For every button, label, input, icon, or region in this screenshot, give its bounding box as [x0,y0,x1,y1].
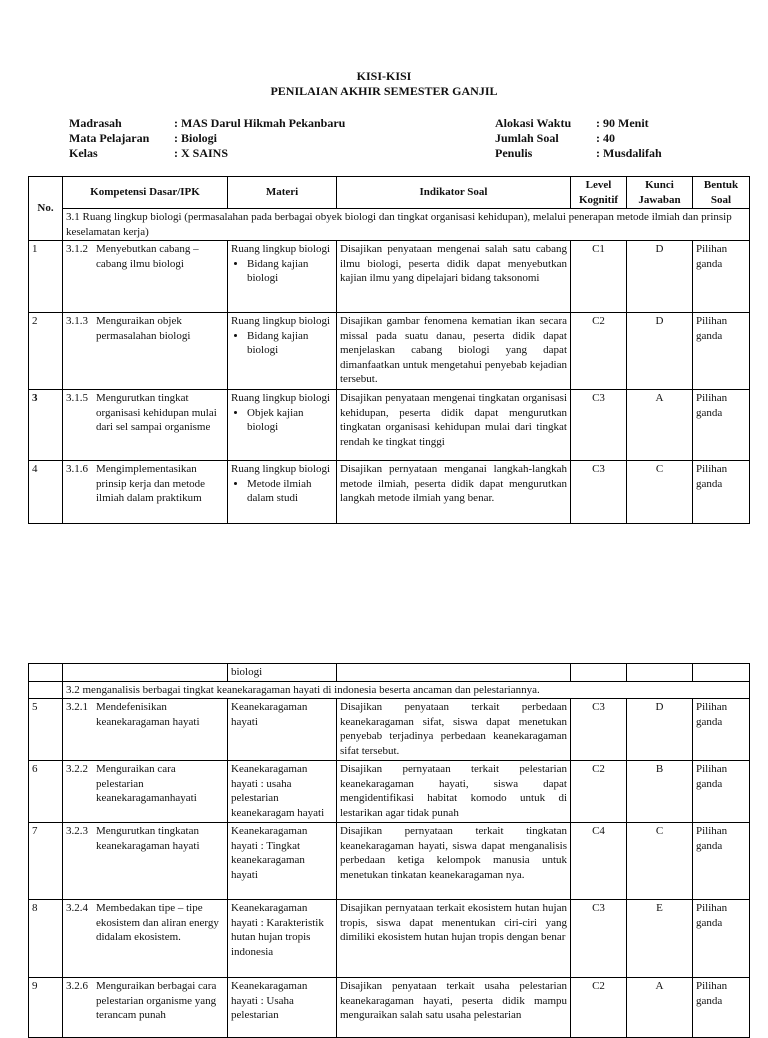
table-row [29,241,750,313]
doc-title: KISI-KISI [356,69,412,83]
header-no: No. [29,177,63,241]
row-level: C2 [571,978,627,1038]
meta-right-labels [495,116,571,161]
materi-text: Ruang lingkup biologi [231,243,330,255]
row-level: C3 [571,699,627,761]
meta-value: : X SAINS [174,146,229,160]
ipk-code: 3.1.3 [66,315,88,327]
row-materi [228,461,337,524]
row-no: 2 [29,313,63,390]
row-kd [63,241,228,313]
row-kd [63,461,228,524]
header-indikator: Indikator Soal [337,177,571,209]
ipk-text: Mengimplementasikan prinsip kerja dan metode ilmiah dalam praktikum [96,463,206,504]
row-indikator: Disajikan pernyataan terkait pelestarian keanekaragaman hayati, siswa dapat mengidentifikasi habitat komodo untuk di lestarikan agar tidak punah [337,761,571,823]
continuation-row [29,664,750,682]
ipk-text: Menyebutkan cabang – cabang ilmu biologi [96,243,199,270]
ipk-text: Membedakan tipe – tipe ekosistem dan aliran energy didalam ekosistem. [96,902,219,943]
ipk-text: Mendefenisikan keanekaragaman hayati [96,701,200,728]
table-row [29,390,750,461]
row-bentuk: Pilihan ganda [693,390,750,461]
row-kd [63,823,228,900]
row-kd [63,978,228,1038]
row-level: C4 [571,823,627,900]
row-materi: Keanekaragaman hayati : usaha pelestarian keanekaragam hayati [228,761,337,823]
row-kunci: D [627,699,693,761]
header-kunci: Kunci Jawaban [627,177,693,209]
row-kunci: C [627,823,693,900]
row-bentuk: Pilihan ganda [693,699,750,761]
row-no: 1 [29,241,63,313]
row-kunci: C [627,461,693,524]
row-bentuk: Pilihan ganda [693,900,750,978]
meta-label: Jumlah Soal [495,131,559,145]
meta-value: : Biologi [174,131,218,145]
row-kunci: A [627,390,693,461]
row-bentuk: Pilihan ganda [693,241,750,313]
row-materi: Keanekaragaman hayati : Usaha pelestarian [228,978,337,1038]
materi-bullet: • Bidang kajian biologi [247,257,333,286]
header-bentuk: Bentuk Soal [693,177,750,209]
row-level: C3 [571,390,627,461]
ipk-text: Menguraikan cara pelestarian keanekaragamanhayati [96,763,197,804]
table-row [29,313,750,390]
meta-right-values [596,116,662,161]
row-no: 6 [29,761,63,823]
row-bentuk: Pilihan ganda [693,761,750,823]
ipk-code: 3.1.6 [66,463,88,475]
materi-text: Ruang lingkup biologi [231,463,330,475]
kd-section-row: 3.2 menganalisis berbagai tingkat keanekaragaman hayati di indonesia beserta ancaman dan pelestariannya. [63,681,750,699]
row-kunci: E [627,900,693,978]
row-materi: Keanekaragaman hayati : Tingkat keanekaragaman hayati [228,823,337,900]
row-indikator: Disajikan penyataan mengenai tingkatan organisasi kehidupan, peserta didik dapat mengurutkan tingkatan organisasi kehidupan mulai dari tingkat rendah ke tingkat tinggi [337,390,571,461]
row-bentuk: Pilihan ganda [693,313,750,390]
row-materi [228,390,337,461]
ipk-text: Menguraikan berbagai cara pelestarian organisme yang terancam punah [96,980,217,1021]
meta-label: Kelas [69,146,98,160]
meta-left-values [174,116,345,161]
meta-value: : Musdalifah [596,146,662,160]
meta-value: : 90 Menit [596,116,649,130]
materi-bullet: • Bidang kajian biologi [247,329,333,358]
kd-section-row: 3.1 Ruang lingkup biologi (permasalahan pada berbagai obyek biologi dan tingkat organisasi kehidupan), melalui penerapan metode ilmiah dan prinsip keselamatan kerja) [63,209,750,241]
row-no: 8 [29,900,63,978]
row-materi [228,241,337,313]
row-level: C3 [571,900,627,978]
meta-label: Mata Pelajaran [69,131,150,145]
row-indikator: Disajikan penyataan mengenai salah satu cabang ilmu biologi, peserta didik dapat menyebutkan kajian ilmu yang dipelajari bidang taksonomi [337,241,571,313]
header-kd: Kompetensi Dasar/IPK [63,177,228,209]
table-row [29,461,750,524]
row-indikator: Disajikan pernyataan menganai langkah-langkah metode ilmiah, peserta didik dapat mengurutkan langkah metode ilmiah yang benar. [337,461,571,524]
row-kd [63,313,228,390]
row-level: C2 [571,761,627,823]
ipk-code: 3.2.2 [66,763,88,775]
meta-left-labels [69,116,149,161]
table-row [29,823,750,900]
row-indikator: Disajikan pernyataan terkait ekosistem hutan hujan tropis, siswa dapat menentukan ciri-ciri yang dimiliki ekosistem hutan hujan tropis dengan benar [337,900,571,978]
ipk-text: Mengurutkan tingkatan keanekaragaman hayati [96,825,200,852]
row-indikator: Disajikan pernyataan terkait tingkatan keanekaragaman hayati, siswa dapat menganalisis perbedaan ketiga kelompok manusia untuk menetukan tinkatan keanekaragaman nya. [337,823,571,900]
row-materi: Keanekaragaman hayati [228,699,337,761]
row-materi [228,313,337,390]
row-kunci: A [627,978,693,1038]
row-no: 9 [29,978,63,1038]
meta-label: Penulis [495,146,533,160]
row-no: 3 [29,390,63,461]
header-level: Level Kognitif [571,177,627,209]
ipk-code: 3.1.2 [66,243,88,255]
row-bentuk: Pilihan ganda [693,461,750,524]
materi-text: Ruang lingkup biologi [231,315,330,327]
row-bentuk: Pilihan ganda [693,823,750,900]
ipk-code: 3.2.4 [66,902,88,914]
table-row [29,978,750,1038]
row-kunci: B [627,761,693,823]
row-level: C1 [571,241,627,313]
row-kunci: D [627,241,693,313]
row-kd [63,900,228,978]
row-no: 7 [29,823,63,900]
row-kd [63,761,228,823]
meta-value: : 40 [596,131,615,145]
ipk-code: 3.1.5 [66,392,88,404]
meta-value: : MAS Darul Hikmah Pekanbaru [174,116,346,130]
materi-bullet: • Objek kajian biologi [247,406,333,435]
table-row [29,699,750,761]
row-kd [63,390,228,461]
header-materi: Materi [228,177,337,209]
row-indikator: Disajikan penyataan terkait perbedaan keanekaragaman sifat, siswa dapat menetukan penyebab terjadinya perbedaan keanekaragaman sifat tersebut. [337,699,571,761]
row-level: C3 [571,461,627,524]
meta-label: Alokasi Waktu [495,116,572,130]
row-no: 5 [29,699,63,761]
ipk-code: 3.2.1 [66,701,88,713]
row-materi: Keanekaragaman hayati : Karakteristik hutan hujan tropis indonesia [228,900,337,978]
ipk-code: 3.2.6 [66,980,88,992]
materi-text: Ruang lingkup biologi [231,392,330,404]
row-indikator: Disajikan gambar fenomena kematian ikan secara missal pada suatu danau, peserta didik dapat menjelaskan cabang biologi yang dapat dimanfaatkan untuk mengetahui penyebab kejadian tersebut. [337,313,571,390]
row-no: 4 [29,461,63,524]
kisi-table-part2 [28,663,750,1038]
row-kd [63,699,228,761]
ipk-code: 3.2.3 [66,825,88,837]
row-materi: biologi [228,664,337,682]
ipk-text: Mengurutkan tingkat organisasi kehidupan mulai dari sel sampai organisme [96,392,217,433]
ipk-text: Menguraikan objek permasalahan biologi [96,315,191,342]
kisi-table-part1 [28,176,750,524]
materi-bullet: • Metode ilmiah dalam studi [247,477,333,506]
table-row [29,761,750,823]
row-indikator: Disajikan penyataan terkait usaha pelestarian keanekaragaman hayati, peserta didik mampu menguraikan salah satu usaha pelestarian [337,978,571,1038]
row-bentuk: Pilihan ganda [693,978,750,1038]
table-row [29,900,750,978]
row-kunci: D [627,313,693,390]
meta-label: Madrasah [69,116,122,130]
doc-subtitle: PENILAIAN AKHIR SEMESTER GANJIL [270,84,498,98]
row-level: C2 [571,313,627,390]
